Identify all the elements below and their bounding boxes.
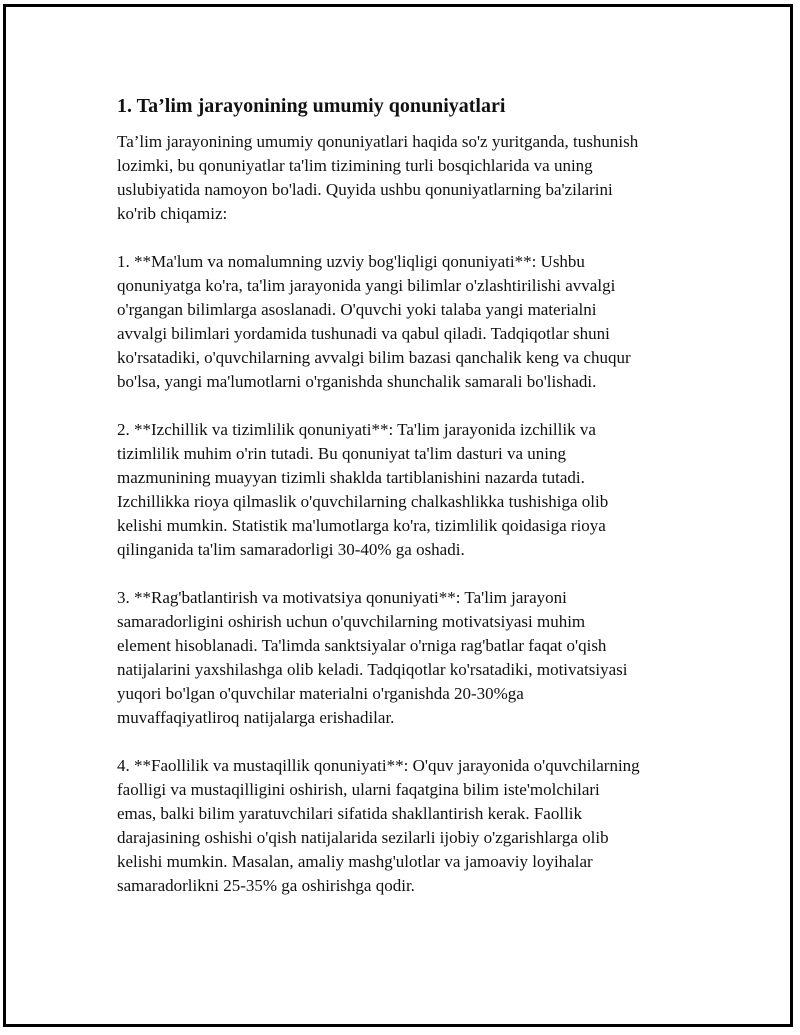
- intro-paragraph: Ta’lim jarayonining umumiy qonuniyatlari haqida so'z yuritganda, tushunish lozimki, bu qonuniyatlar ta'lim tizimining turli bosqichlarida va uning uslubiyatida namoyon bo'ladi. Quyida ushbu qonuniyatlarning ba'zilarini ko'rib chiqamiz:: [117, 132, 639, 223]
- section-heading: 1. Ta’lim jarayonining umumiy qonuniyatlari: [117, 95, 506, 117]
- law-4-paragraph: 4. **Faollilik va mustaqillik qonuniyati**: O'quv jarayonida o'quvchilarning faolligi va mustaqilligini oshirish, ularni faqatgina bilim iste'molchilari emas, balki bilim yaratuvchilari sifatida shakllantirish kerak. Faollik darajasining oshishi o'qish natijalarida sezilarli ijobiy o'zgarishlarga olib kelishi mumkin. Masalan, amaliy mashg'ulotlar va jamoaviy loyihalar samaradorlikni 25-35% ga oshirishga qodir.: [117, 756, 640, 895]
- law-3-paragraph: 3. **Rag'batlantirish va motivatsiya qonuniyati**: Ta'lim jarayoni samaradorligini oshirish uchun o'quvchilarning motivatsiyasi muhim element hisoblanadi. Ta'limda sanktsiyalar o'rniga rag'batlar faqat o'qish natijalarini yaxshilashga olib keladi. Tadqiqotlar ko'rsatadiki, motivatsiyasi yuqori bo'lgan o'quvchilar materialni o'rganishda 20-30%ga muvaffaqiyatliroq natijalarga erishadilar.: [117, 588, 628, 727]
- law-2-paragraph: 2. **Izchillik va tizimlilik qonuniyati**: Ta'lim jarayonida izchillik va tizimlilik muhim o'rin tutadi. Bu qonuniyat ta'lim dasturi va uning mazmunining muayyan tizimli shaklda tartiblanishini nazarda tutadi. Izchillikka rioya qilmaslik o'quvchilarning chalkashlikka tushishiga olib kelishi mumkin. Statistik ma'lumotlarga ko'ra, tizimlilik qoidasiga rioya qilinganida ta'lim samaradorligi 30-40% ga oshadi.: [117, 420, 609, 559]
- document-body: [117, 93, 697, 922]
- law-1-paragraph: 1. **Ma'lum va nomalumning uzviy bog'liqligi qonuniyati**: Ushbu qonuniyatga ko'ra, ta'lim jarayonida yangi bilimlar o'zlashtirilishi avvalgi o'rgangan bilimlarga asoslanadi. O'quvchi yoki talaba yangi materialni avvalgi bilimlari yordamida tushunadi va qabul qiladi. Tadqiqotlar shuni ko'rsatadiki, o'quvchilarning avvalgi bilim bazasi qanchalik keng va chuqur bo'lsa, yangi ma'lumotlarni o'rganishda shunchalik samarali bo'lishadi.: [117, 252, 631, 391]
